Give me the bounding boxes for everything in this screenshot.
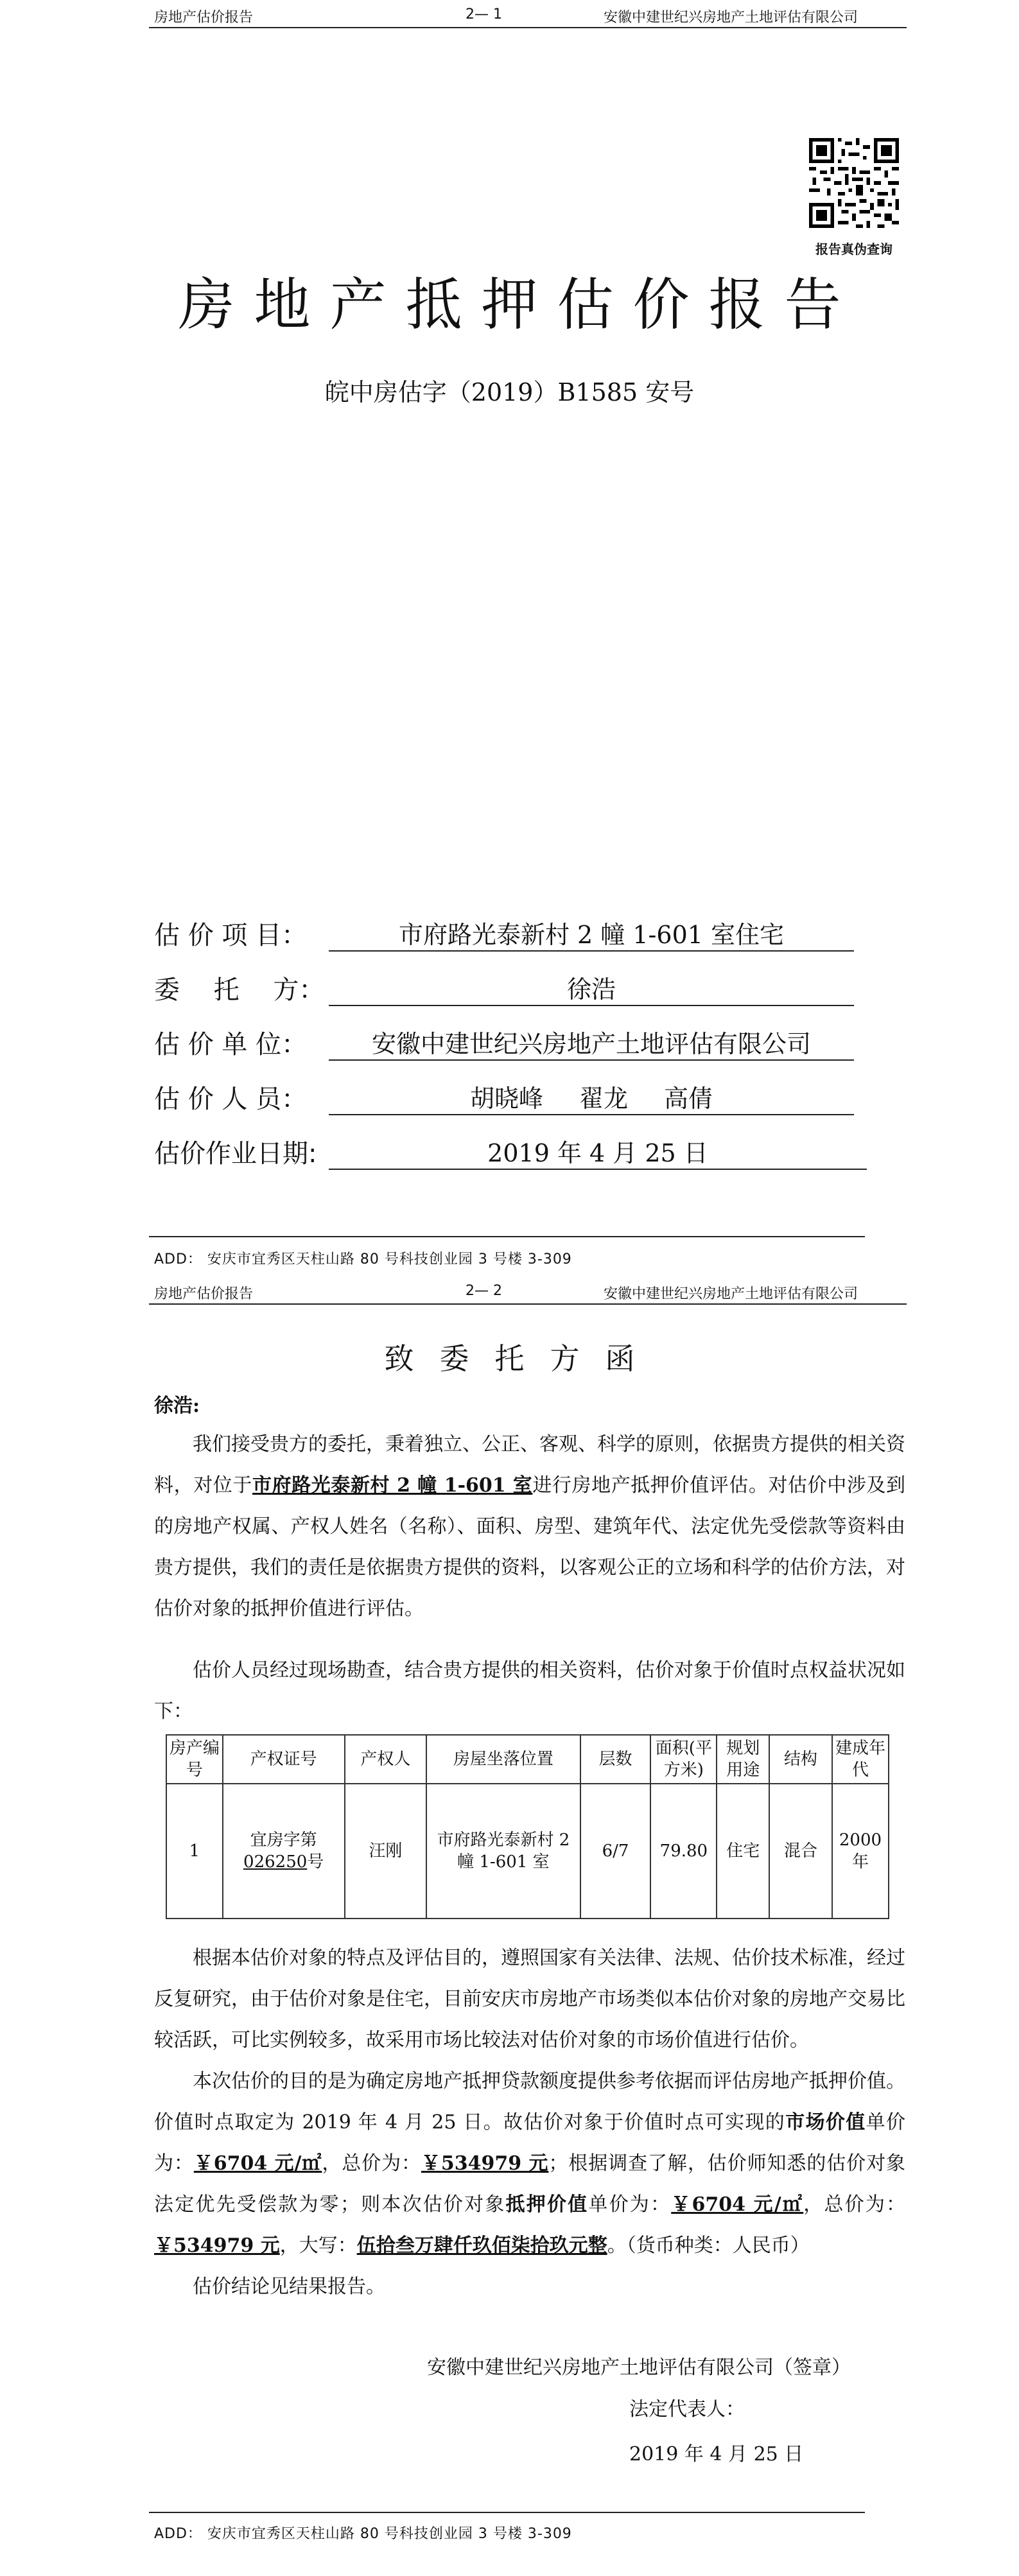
table-header: 产权证号 <box>223 1735 345 1784</box>
p4-text-d: ；根据调查了解，估价师知悉的估价对象法定优先受偿款为零；则本次估价对象 <box>154 2152 906 2216</box>
footer-address: ADD： 安庆市宜秀区天柱山路 80 号科技创业园 3 号楼 3-309 <box>154 2526 572 2542</box>
p4-total-price-2: ￥534979 元 <box>154 2234 280 2257</box>
p4-text-e: 单价为： <box>588 2193 672 2216</box>
field-value-client: 徐浩 <box>329 973 854 1006</box>
footer-rule <box>149 1236 865 1237</box>
header-page-number: 2— 1 <box>466 6 502 22</box>
property-table <box>166 1734 889 1919</box>
table-header: 面积(平方米) <box>650 1735 717 1784</box>
field-label: 估 价 项 目： <box>154 921 308 950</box>
header-rule <box>149 1303 907 1305</box>
cover-field-date <box>154 1136 317 1170</box>
qr-code <box>809 138 899 228</box>
p4-text-c: ，总价为： <box>322 2152 421 2175</box>
table-header: 房产编号 <box>166 1735 223 1784</box>
table-header: 层数 <box>580 1735 651 1784</box>
table-header-row <box>166 1735 889 1784</box>
salutation-text: 徐浩: <box>154 1395 200 1417</box>
table-header: 规划用途 <box>717 1735 769 1784</box>
p4-text-a: 本次估价的目的是为确定房地产抵押贷款额度提供参考依据而评估房地产抵押价值。价值时点取定为 2019 年 4 月 25 日。故估价对象于价值时点可实现的 <box>154 2070 905 2134</box>
paragraph-3 <box>154 1938 905 2061</box>
signature-company: 安徽中建世纪兴房地产土地评估有限公司（签章） <box>427 2356 851 2379</box>
field-value-unit: 安徽中建世纪兴房地产土地评估有限公司 <box>329 1027 854 1061</box>
table-header: 产权人 <box>345 1735 427 1784</box>
header-page-number: 2— 2 <box>466 1283 502 1299</box>
p4-unit-price-1: ￥6704 元/㎡ <box>193 2152 322 2175</box>
paragraph-1 <box>154 1424 905 1630</box>
p4-text-h: 。（货币种类：人民币） <box>607 2234 810 2257</box>
appraiser-name: 胡晓峰 <box>469 1084 543 1113</box>
paragraph-4 <box>154 2061 905 2267</box>
field-value-project: 市府路光泰新村 2 幢 1-601 室住宅 <box>329 918 854 952</box>
p4-market-value: 市场价值 <box>785 2111 866 2134</box>
cover-field-appraisers <box>154 1082 307 1115</box>
p4-text-f: ，总价为： <box>803 2193 906 2216</box>
p4-text-b: 单价为： <box>154 2111 906 2175</box>
salutation <box>154 1386 905 1427</box>
p4-total-price-1: ￥534979 元 <box>421 2152 549 2175</box>
p2-text: 估价人员经过现场勘查，结合贵方提供的相关资料，估价对象于价值时点权益状况如下： <box>154 1659 905 1723</box>
paragraph-5 <box>154 2267 905 2308</box>
footer-address: ADD： 安庆市宜秀区天柱山路 80 号科技创业园 3 号楼 3-309 <box>154 1251 572 1267</box>
cover-field-unit <box>154 1027 307 1061</box>
cell-no: 1 <box>166 1784 223 1919</box>
paragraph-2 <box>154 1650 905 1732</box>
p4-text-g: ，大写： <box>279 2234 357 2257</box>
p4-amount-in-words: 伍拾叁万肆仟玖佰柒拾玖元整 <box>356 2234 607 2257</box>
header-left: 房地产估价报告 <box>154 1286 254 1302</box>
cell-cert <box>223 1784 345 1919</box>
field-label: 估 价 人 员： <box>154 1084 308 1114</box>
cert-suffix: 号 <box>307 1852 324 1872</box>
p3-text: 根据本估价对象的特点及评估目的，遵照国家有关法律、法规、估价技术标准，经过反复研究，由于估价对象是住宅，目前安庆市房地产市场类似本估价对象的房地产交易比较活跃，可比实例较多，故采用市场比较法对估价对象的市场价值进行估价。 <box>154 1947 905 2051</box>
p4-mortgage-value: 抵押价值 <box>505 2193 589 2216</box>
field-label: 委 托 方： <box>154 975 325 1005</box>
cell-floors: 6/7 <box>580 1784 651 1919</box>
p5-text: 估价结论见结果报告。 <box>193 2276 385 2298</box>
table-row <box>166 1784 889 1919</box>
header-right: 安徽中建世纪兴房地产土地评估有限公司 <box>604 1286 858 1302</box>
table-header: 建成年代 <box>832 1735 889 1784</box>
cover-field-client <box>154 973 324 1006</box>
field-label: 估价作业日期: <box>154 1139 317 1169</box>
signature-representative: 法定代表人： <box>629 2398 745 2421</box>
cell-area: 79.80 <box>650 1784 717 1919</box>
appraiser-name: 翟龙 <box>579 1084 628 1113</box>
cert-prefix: 宜房字第 <box>250 1831 317 1850</box>
document-number: 皖中房估字（2019）B1585 安号 <box>324 378 695 406</box>
p1-text-a: 我们接受贵方的委托，秉着独立、公正、客观、科学的原则，依据贵方提供的相关资料，对位于 <box>154 1433 905 1497</box>
cell-location: 市府路光泰新村 2 幢 1-601 室 <box>426 1784 580 1919</box>
p4-unit-price-2: ￥6704 元/㎡ <box>671 2193 804 2216</box>
field-label: 估 价 单 位： <box>154 1030 308 1059</box>
appraiser-name: 高倩 <box>664 1084 713 1113</box>
cell-use: 住宅 <box>717 1784 769 1919</box>
cell-owner: 汪刚 <box>345 1784 427 1919</box>
field-value-appraisers <box>329 1082 854 1115</box>
footer-rule <box>149 2512 865 2513</box>
letter-title: 致委托方函 <box>384 1341 661 1376</box>
cover-field-project <box>154 918 307 952</box>
cell-year: 2000 年 <box>832 1784 889 1919</box>
p1-location: 市府路光泰新村 2 幢 1-601 室 <box>252 1474 533 1497</box>
header-rule <box>149 27 907 28</box>
table-header: 结构 <box>769 1735 832 1784</box>
header-right: 安徽中建世纪兴房地产土地评估有限公司 <box>604 10 858 26</box>
p1-text-b: 进行房地产抵押价值评估。对估价中涉及到的房地产权属、产权人姓名（名称）、面积、房型、建筑年代、法定优先受偿款等资料由贵方提供，我们的责任是依据贵方提供的资料，以客观公正的立场和科学的估价方法，对估价对象的抵押价值进行评估。 <box>154 1474 906 1620</box>
signature-date: 2019 年 4 月 25 日 <box>629 2443 804 2466</box>
field-value-date: 2019 年 4 月 25 日 <box>329 1136 867 1170</box>
report-title: 房地产抵押估价报告 <box>178 272 860 338</box>
header-left: 房地产估价报告 <box>154 10 254 26</box>
table-header: 房屋坐落位置 <box>426 1735 580 1784</box>
cell-structure: 混合 <box>769 1784 832 1919</box>
qr-caption: 报告真伪查询 <box>815 241 893 257</box>
cert-number: 026250 <box>243 1852 308 1872</box>
